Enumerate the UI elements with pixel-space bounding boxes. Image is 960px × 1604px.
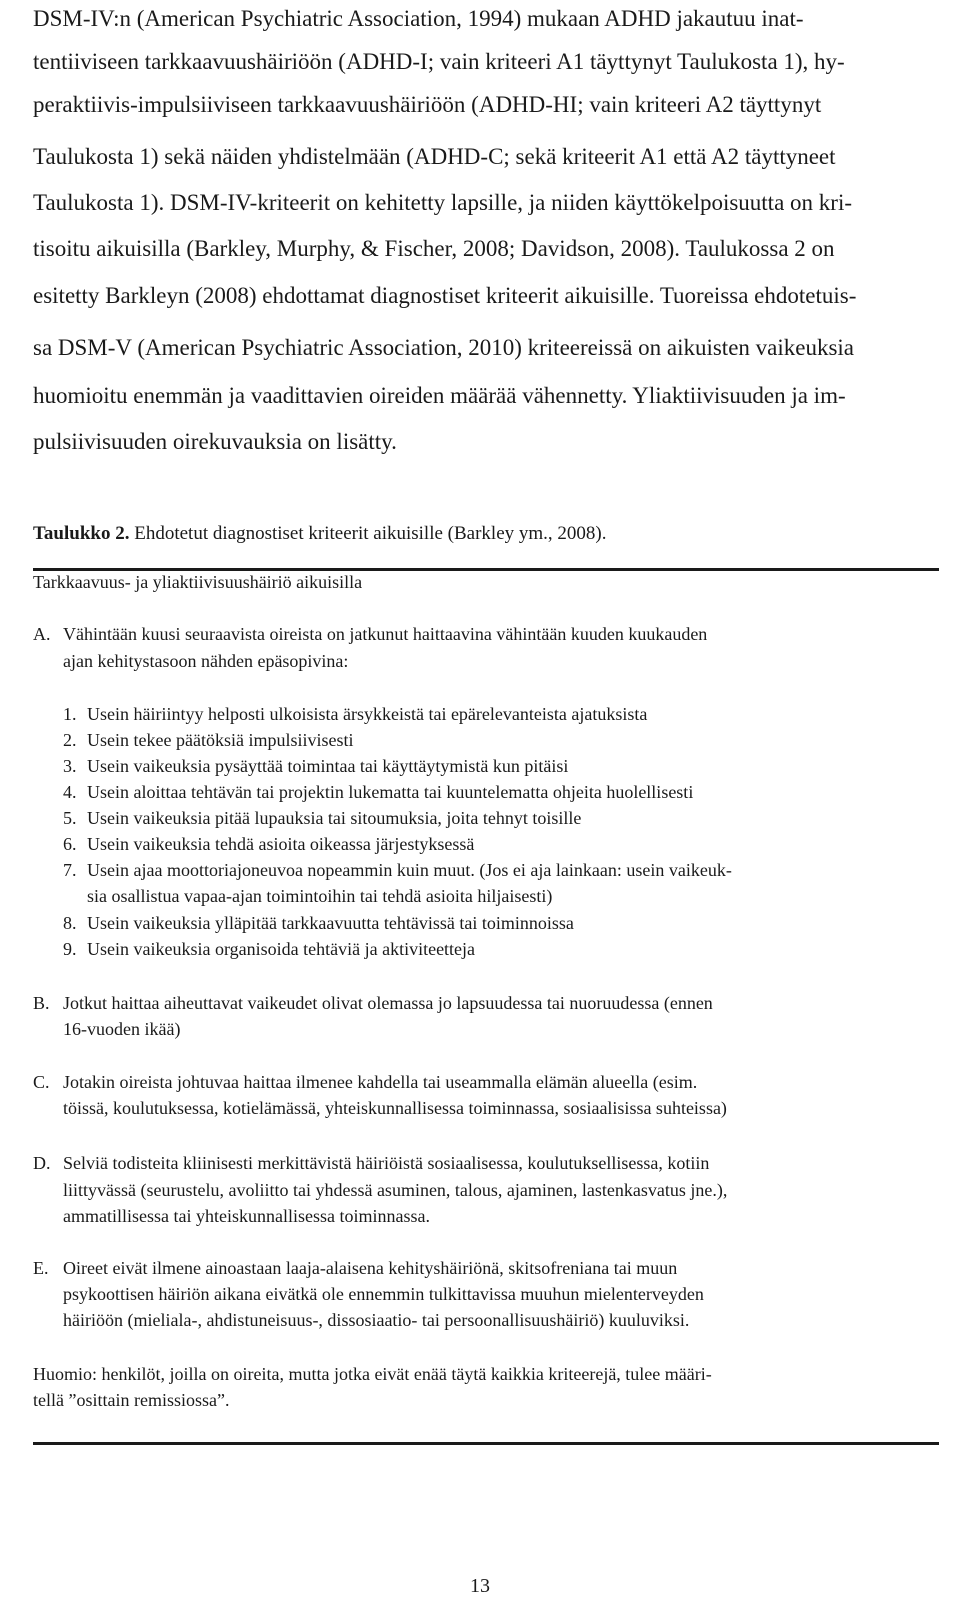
symptom-text: Usein vaikeuksia organisoida tehtäviä ja aktiviteetteja — [87, 939, 476, 959]
criterion-label: E. — [33, 1258, 49, 1278]
symptom-number: 4. — [63, 782, 77, 802]
paragraph-line: pulsiivisuuden oirekuvauksia on lisätty. — [33, 429, 397, 454]
symptom-text: Usein vaikeuksia pysäyttää toimintaa tai käyttäytymistä kun pitäisi — [87, 756, 569, 776]
paragraph-line: huomioitu enemmän ja vaadittavien oireiden määrää vähennetty. Yliaktiivisuuden ja im- — [33, 383, 846, 408]
criterion-text-line: töissä, koulutuksessa, kotielämässä, yhteiskunnallisessa toiminnassa, sosiaalisissa suhteissa) — [63, 1098, 727, 1118]
criterion-label: B. — [33, 993, 50, 1013]
symptom-text: Usein tekee päätöksiä impulsiivisesti — [87, 730, 354, 750]
criterion-text-line: Vähintään kuusi seuraavista oireista on jatkunut haittaavina vähintään kuuden kuukauden — [63, 624, 708, 644]
symptom-number: 8. — [63, 913, 77, 933]
paragraph-line: esitetty Barkleyn (2008) ehdottamat diagnostiset kriteerit aikuisille. Tuoreissa ehdotetuis- — [33, 283, 857, 308]
criterion-label: A. — [33, 624, 51, 644]
note-line: tellä ”osittain remissiossa”. — [33, 1390, 230, 1410]
criterion-text-line: häiriöön (mieliala-, ahdistuneisuus-, dissosiaatio- tai persoonallisuushäiriö) kuuluviksi. — [63, 1310, 690, 1330]
paragraph-line: peraktiivis-impulsiiviseen tarkkaavuushäiriöön (ADHD-HI; vain kriteeri A2 täyttynyt — [33, 92, 822, 117]
page-number: 13 — [470, 1575, 490, 1597]
criterion-text-line: Jotkut haittaa aiheuttavat vaikeudet olivat olemassa jo lapsuudessa tai nuoruudessa (ennen — [63, 993, 713, 1013]
criterion-text-line: Oireet eivät ilmene ainoastaan laaja-alaisena kehityshäiriönä, skitsofreniana tai muun — [63, 1258, 678, 1278]
criterion-label: C. — [33, 1072, 50, 1092]
note-line: Huomio: henkilöt, joilla on oireita, mutta jotka eivät enää täytä kaikkia kriteerejä, tulee määri- — [33, 1364, 712, 1384]
table-caption — [33, 521, 607, 547]
table-caption-label: Taulukko 2. — [33, 523, 130, 544]
criterion-text-line: Selviä todisteita kliinisesti merkittävistä häiriöistä sosiaalisessa, koulutuksellisessa, kotiin — [63, 1153, 710, 1173]
table-heading: Tarkkaavuus- ja yliaktiivisuushäiriö aikuisilla — [33, 572, 363, 592]
paragraph-line: Taulukosta 1). DSM-IV-kriteerit on kehitetty lapsille, ja niiden käyttökelpoisuutta on kri- — [33, 190, 852, 215]
symptom-number: 6. — [63, 834, 77, 854]
table-bottom-rule — [33, 1442, 939, 1445]
table-caption-text: Ehdotetut diagnostiset kriteerit aikuisille (Barkley ym., 2008). — [134, 523, 607, 544]
symptom-text: Usein vaikeuksia ylläpitää tarkkaavuutta tehtävissä tai toiminnoissa — [87, 913, 574, 933]
symptom-text: Usein vaikeuksia pitää lupauksia tai sitoumuksia, joita tehnyt toisille — [87, 808, 582, 828]
criterion-text-line: psykoottisen häiriön aikana eivätkä ole ennemmin tulkittavissa muuhun mielenterveyden — [63, 1284, 704, 1304]
criterion-text-line: ajan kehitystasoon nähden epäsopivina: — [63, 651, 349, 671]
symptom-text: Usein aloittaa tehtävän tai projektin lukematta tai kuuntelematta ohjeita huolellisesti — [87, 782, 694, 802]
symptom-number: 5. — [63, 808, 77, 828]
paragraph-line: DSM-IV:n (American Psychiatric Association, 1994) mukaan ADHD jakautuu inat- — [33, 6, 804, 31]
criterion-text-line: 16-vuoden ikää) — [63, 1019, 181, 1039]
symptom-text: Usein ajaa moottoriajoneuvoa nopeammin kuin muut. (Jos ei aja lainkaan: usein vaikeuk- — [87, 860, 732, 880]
symptom-number: 1. — [63, 704, 77, 724]
symptom-number: 3. — [63, 756, 77, 776]
symptom-number: 9. — [63, 939, 77, 959]
symptom-text: Usein vaikeuksia tehdä asioita oikeassa järjestyksessä — [87, 834, 475, 854]
paragraph-line: tentiiviseen tarkkaavuushäiriöön (ADHD-I; vain kriteeri A1 täyttynyt Taulukosta 1), hy- — [33, 49, 845, 74]
criterion-text-line: liittyvässä (seurustelu, avoliitto tai yhdessä asuminen, talous, ajaminen, lastenkasvatus jne.), — [63, 1180, 728, 1200]
criterion-text-line: Jotakin oireista johtuvaa haittaa ilmenee kahdella tai useammalla elämän alueella (esim. — [63, 1072, 698, 1092]
symptom-number: 2. — [63, 730, 77, 750]
criterion-text-line: ammatillisessa tai yhteiskunnallisessa toiminnassa. — [63, 1206, 430, 1226]
paragraph-line: Taulukosta 1) sekä näiden yhdistelmään (ADHD-C; sekä kriteerit A1 että A2 täyttyneet — [33, 144, 836, 169]
symptom-text: Usein häiriintyy helposti ulkoisista ärsykkeistä tai epärelevanteista ajatuksista — [87, 704, 648, 724]
paragraph-line: tisoitu aikuisilla (Barkley, Murphy, & Fischer, 2008; Davidson, 2008). Taulukossa 2 on — [33, 236, 835, 261]
paragraph-line: sa DSM-V (American Psychiatric Association, 2010) kriteereissä on aikuisten vaikeuksia — [33, 335, 855, 360]
criterion-label: D. — [33, 1153, 51, 1173]
symptom-text: sia osallistua vapaa-ajan toimintoihin tai tehdä asioita hiljaisesti) — [87, 886, 553, 906]
symptom-number: 7. — [63, 860, 77, 880]
